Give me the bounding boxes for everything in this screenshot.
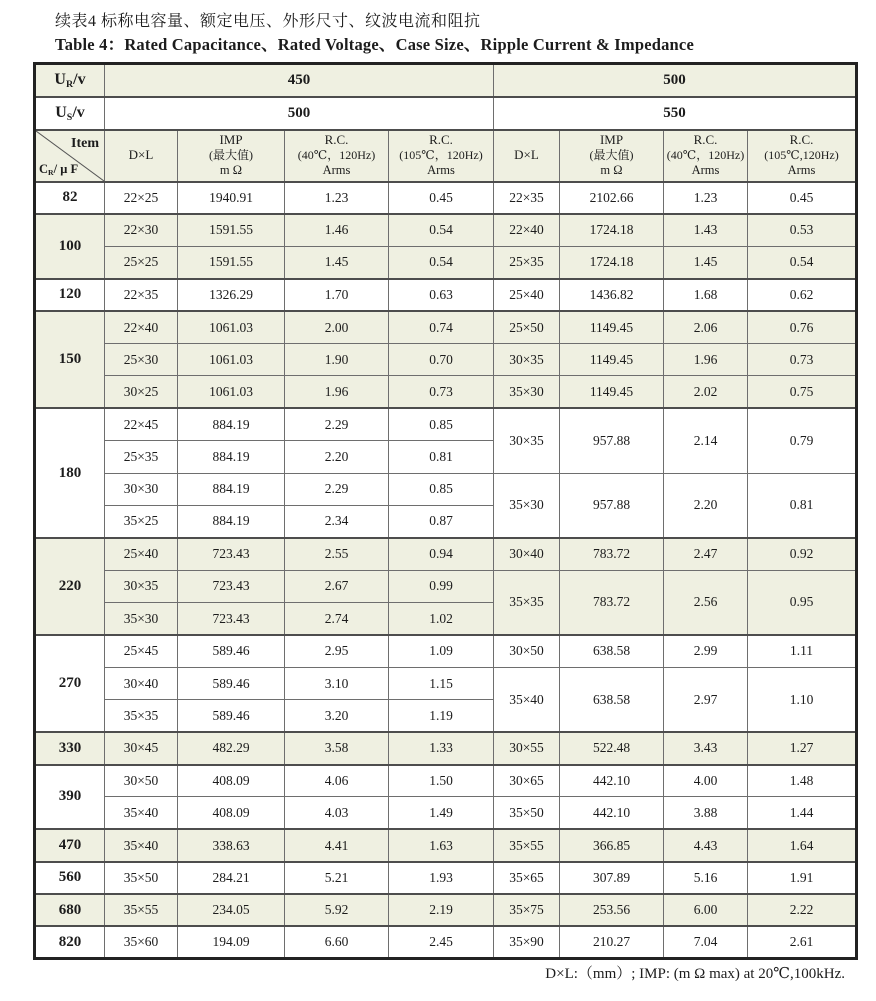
rated-voltage-label [35,64,105,97]
capacitance-unit-label [39,162,78,178]
column-header-row [35,130,857,182]
table-cell: 1.68 [664,279,748,311]
table-cell: 1149.45 [560,311,664,343]
table-cell: 2.67 [285,570,389,602]
col-header-line: D×L [514,147,539,163]
col-header-line: (105℃,120Hz) [764,148,839,163]
surge-voltage-row [35,97,857,130]
table-cell: 30×45 [105,732,178,764]
col-header-line: (最大值) [589,148,634,163]
cr-base: C [39,161,49,176]
table-cell: 723.43 [178,603,285,635]
table-cell: 366.85 [560,829,664,861]
table-row [35,246,857,278]
us-subscript: S [66,111,73,123]
col-header-line: Arms [427,163,455,178]
col-header-line: D×L [128,147,154,163]
table-cell: 884.19 [178,505,285,537]
col-header-line: (40℃，120Hz) [297,148,376,163]
table-cell: 22×40 [105,311,178,343]
table-cell: 589.46 [178,700,285,732]
table-cell: 35×50 [494,797,560,829]
table-cell: 2.45 [389,926,494,958]
col-header-line: m Ω [219,163,243,178]
table-cell: 25×50 [494,311,560,343]
table-cell: 957.88 [560,408,664,473]
table-cell: 35×55 [494,829,560,861]
table-cell: 3.20 [285,700,389,732]
table-cell: 0.99 [389,570,494,602]
table-cell: 25×40 [105,538,178,570]
table-cell: 0.74 [389,311,494,343]
table-cell: 0.95 [748,570,857,635]
table-cell: 30×35 [494,408,560,473]
table-row [35,926,857,958]
table-cell: 0.76 [748,311,857,343]
col-header-line: IMP [219,132,243,148]
table-cell: 4.03 [285,797,389,829]
table-row [35,570,857,602]
table-cell: 6.00 [664,894,748,926]
table-cell: 210.27 [560,926,664,958]
table-row [35,538,857,570]
table-row [35,376,857,408]
table-cell: 1.64 [748,829,857,861]
table-cell: 0.75 [748,376,857,408]
table-cell: 1.43 [664,214,748,246]
table-cell: 1.23 [285,182,389,214]
table-cell: 22×35 [494,182,560,214]
table-cell: 30×25 [105,376,178,408]
table-cell: 1.48 [748,765,857,797]
col-header-line: Arms [691,163,720,178]
table-cell: 408.09 [178,765,285,797]
table-cell: 25×45 [105,635,178,667]
table-cell: 2.95 [285,635,389,667]
capacitance-cell: 180 [35,408,105,538]
table-cell: 3.10 [285,667,389,699]
rated-voltage-row [35,64,857,97]
cr-subscript: R [48,167,54,177]
table-cell: 35×60 [105,926,178,958]
table-cell: 30×55 [494,732,560,764]
table-cell: 2.47 [664,538,748,570]
ur-subscript: R [65,78,74,90]
table-cell: 194.09 [178,926,285,958]
table-cell: 0.54 [389,246,494,278]
col-header-imp-500 [560,130,664,182]
col-header-rc40-450 [285,130,389,182]
table-cell: 25×35 [105,441,178,473]
table-cell: 884.19 [178,408,285,440]
table-cell: 1.90 [285,343,389,375]
table-cell: 25×35 [494,246,560,278]
table-cell: 1.11 [748,635,857,667]
table-cell: 1.33 [389,732,494,764]
table-cell: 0.54 [748,246,857,278]
table-cell: 234.05 [178,894,285,926]
capacitance-cell: 100 [35,214,105,279]
table-cell: 1.46 [285,214,389,246]
table-cell: 4.00 [664,765,748,797]
table-cell: 35×40 [105,829,178,861]
table-row [35,829,857,861]
table-row [35,765,857,797]
col-header-rc105-500 [748,130,857,182]
table-cell: 0.87 [389,505,494,537]
col-header-line: IMP [599,132,624,148]
capacitance-cell: 820 [35,926,105,958]
table-cell: 0.85 [389,473,494,505]
table-cell: 1149.45 [560,376,664,408]
table-cell: 25×25 [105,246,178,278]
table-cell: 2.14 [664,408,748,473]
capacitance-cell: 220 [35,538,105,635]
table-cell: 22×30 [105,214,178,246]
table-cell: 35×75 [494,894,560,926]
table-cell: 1326.29 [178,279,285,311]
table-cell: 2.74 [285,603,389,635]
col-header-line: R.C. [693,132,718,148]
table-cell: 0.63 [389,279,494,311]
table-cell: 1724.18 [560,246,664,278]
table-cell: 2.00 [285,311,389,343]
capacitance-cell: 150 [35,311,105,408]
table-cell: 0.92 [748,538,857,570]
table-cell: 35×40 [494,667,560,732]
table-cell: 1.45 [285,246,389,278]
table-cell: 1.93 [389,862,494,894]
table-cell: 307.89 [560,862,664,894]
table-cell: 2.56 [664,570,748,635]
table-cell: 1.02 [389,603,494,635]
col-header-line: m Ω [600,163,623,178]
table-cell: 0.81 [748,473,857,538]
table-cell: 0.70 [389,343,494,375]
table-cell: 1.19 [389,700,494,732]
table-cell: 2.06 [664,311,748,343]
table-cell: 35×40 [105,797,178,829]
col-header-line: R.C. [324,132,349,148]
table-cell: 35×90 [494,926,560,958]
table-row [35,311,857,343]
surge-voltage-label [35,97,105,130]
capacitance-cell: 270 [35,635,105,732]
table-cell: 482.29 [178,732,285,764]
table-cell: 2.29 [285,473,389,505]
table-cell: 1061.03 [178,376,285,408]
rated-voltage-450: 450 [105,64,494,97]
table-cell: 2.55 [285,538,389,570]
table-cell: 723.43 [178,570,285,602]
table-cell: 2.19 [389,894,494,926]
table-cell: 442.10 [560,797,664,829]
table-cell: 30×40 [494,538,560,570]
table-cell: 35×35 [105,700,178,732]
ratings-table [33,62,858,960]
surge-voltage-500: 500 [105,97,494,130]
table-row [35,667,857,699]
table-row [35,635,857,667]
table-cell: 25×40 [494,279,560,311]
table-cell: 783.72 [560,538,664,570]
table-cell: 2102.66 [560,182,664,214]
table-cell: 22×25 [105,182,178,214]
table-cell: 1.96 [285,376,389,408]
table-cell: 884.19 [178,473,285,505]
table-cell: 35×30 [494,473,560,538]
table-cell: 2.97 [664,667,748,732]
table-cell: 35×55 [105,894,178,926]
table-cell: 0.73 [748,343,857,375]
table-cell: 35×35 [494,570,560,635]
table-footnote: D×L:（mm）; IMP: (m Ω max) at 20℃,100kHz. [545,966,845,982]
table-cell: 30×35 [494,343,560,375]
table-cell: 35×30 [105,603,178,635]
table-cell: 253.56 [560,894,664,926]
table-cell: 7.04 [664,926,748,958]
surge-voltage-550: 550 [494,97,857,130]
col-header-rc105-450 [389,130,494,182]
table-cell: 30×50 [105,765,178,797]
rated-voltage-500: 500 [494,64,857,97]
table-cell: 22×40 [494,214,560,246]
item-capacitance-header [35,130,105,182]
table-cell: 3.58 [285,732,389,764]
table-cell: 638.58 [560,635,664,667]
table-cell: 30×30 [105,473,178,505]
table-cell: 5.16 [664,862,748,894]
table-cell: 0.73 [389,376,494,408]
table-cell: 1149.45 [560,343,664,375]
table-cell: 589.46 [178,667,285,699]
table-cell: 1.49 [389,797,494,829]
table-cell: 1.91 [748,862,857,894]
col-header-line: Arms [787,163,816,178]
col-header-line: Arms [322,163,351,178]
table-cell: 0.53 [748,214,857,246]
col-header-line: R.C. [429,132,453,148]
table-cell: 0.79 [748,408,857,473]
table-cell: 1.10 [748,667,857,732]
table-row [35,214,857,246]
table-cell: 2.29 [285,408,389,440]
table-cell: 1061.03 [178,311,285,343]
item-label: Item [71,135,99,151]
capacitance-cell: 470 [35,829,105,861]
table-cell: 338.63 [178,829,285,861]
table-cell: 2.22 [748,894,857,926]
table-cell: 4.06 [285,765,389,797]
ur-unit: /v [73,70,86,88]
table-cell: 408.09 [178,797,285,829]
table-row [35,473,857,505]
col-header-line: R.C. [789,132,814,148]
table-cell: 442.10 [560,765,664,797]
table-cell: 783.72 [560,570,664,635]
table-row [35,862,857,894]
table-cell: 35×25 [105,505,178,537]
page-title-zh: 续表4 标称电容量、额定电压、外形尺寸、纹波电流和阻抗 [55,13,481,30]
table-cell: 35×50 [105,862,178,894]
ur-base: U [54,70,66,88]
table-cell: 6.60 [285,926,389,958]
table-cell: 0.94 [389,538,494,570]
capacitance-cell: 82 [35,182,105,214]
table-cell: 0.45 [389,182,494,214]
table-cell: 1591.55 [178,214,285,246]
table-cell: 589.46 [178,635,285,667]
table-cell: 1.63 [389,829,494,861]
table-number-label: Table 4： [55,35,125,54]
table-cell: 30×40 [105,667,178,699]
table-cell: 4.41 [285,829,389,861]
col-header-imp-450 [178,130,285,182]
col-header-rc40-500 [664,130,748,182]
us-base: U [55,103,67,121]
table-cell: 1.23 [664,182,748,214]
table-row [35,343,857,375]
table-cell: 522.48 [560,732,664,764]
table-cell: 22×35 [105,279,178,311]
table-cell: 1.50 [389,765,494,797]
table-cell: 0.45 [748,182,857,214]
col-header-dxl-500 [494,130,560,182]
table-cell: 5.21 [285,862,389,894]
table-cell: 4.43 [664,829,748,861]
table-cell: 1436.82 [560,279,664,311]
capacitance-cell: 120 [35,279,105,311]
table-row [35,182,857,214]
table-cell: 1940.91 [178,182,285,214]
capacitance-cell: 680 [35,894,105,926]
col-header-line: (105℃，120Hz) [399,148,483,163]
table-cell: 884.19 [178,441,285,473]
table-cell: 2.61 [748,926,857,958]
table-row [35,797,857,829]
table-cell: 2.34 [285,505,389,537]
table-row [35,279,857,311]
table-cell: 3.43 [664,732,748,764]
table-cell: 1.27 [748,732,857,764]
table-cell: 1.70 [285,279,389,311]
capacitance-cell: 390 [35,765,105,830]
table-row [35,408,857,440]
table-cell: 3.88 [664,797,748,829]
table-cell: 1.45 [664,246,748,278]
us-unit: /v [72,103,85,121]
table-cell: 2.20 [285,441,389,473]
table-cell: 1724.18 [560,214,664,246]
table-cell: 0.54 [389,214,494,246]
table-cell: 1.09 [389,635,494,667]
table-cell: 35×30 [494,376,560,408]
table-cell: 638.58 [560,667,664,732]
table-cell: 0.85 [389,408,494,440]
capacitance-cell: 560 [35,862,105,894]
col-header-line: (40℃，120Hz) [666,148,745,163]
table-cell: 25×30 [105,343,178,375]
page-title-en [55,31,694,55]
table-cell: 30×50 [494,635,560,667]
table-cell: 1.44 [748,797,857,829]
cr-unit: / μ F [53,161,79,176]
col-header-line: (最大值) [209,148,253,163]
table-cell: 1061.03 [178,343,285,375]
table-cell: 2.02 [664,376,748,408]
table-cell: 2.99 [664,635,748,667]
table-cell: 0.62 [748,279,857,311]
col-header-dxl-450 [105,130,178,182]
table-cell: 35×65 [494,862,560,894]
table-cell: 2.20 [664,473,748,538]
table-cell: 22×45 [105,408,178,440]
table-cell: 957.88 [560,473,664,538]
table-cell: 0.81 [389,441,494,473]
capacitance-cell: 330 [35,732,105,764]
table-cell: 30×35 [105,570,178,602]
table-cell: 30×65 [494,765,560,797]
table-cell: 284.21 [178,862,285,894]
table-row [35,732,857,764]
table-cell: 1591.55 [178,246,285,278]
table-cell: 1.96 [664,343,748,375]
table-title-text: Rated Capacitance、Rated Voltage、Case Size、Ripple Current & Impedance [124,35,694,54]
table-row [35,894,857,926]
table-cell: 1.15 [389,667,494,699]
table-cell: 723.43 [178,538,285,570]
table-cell: 5.92 [285,894,389,926]
